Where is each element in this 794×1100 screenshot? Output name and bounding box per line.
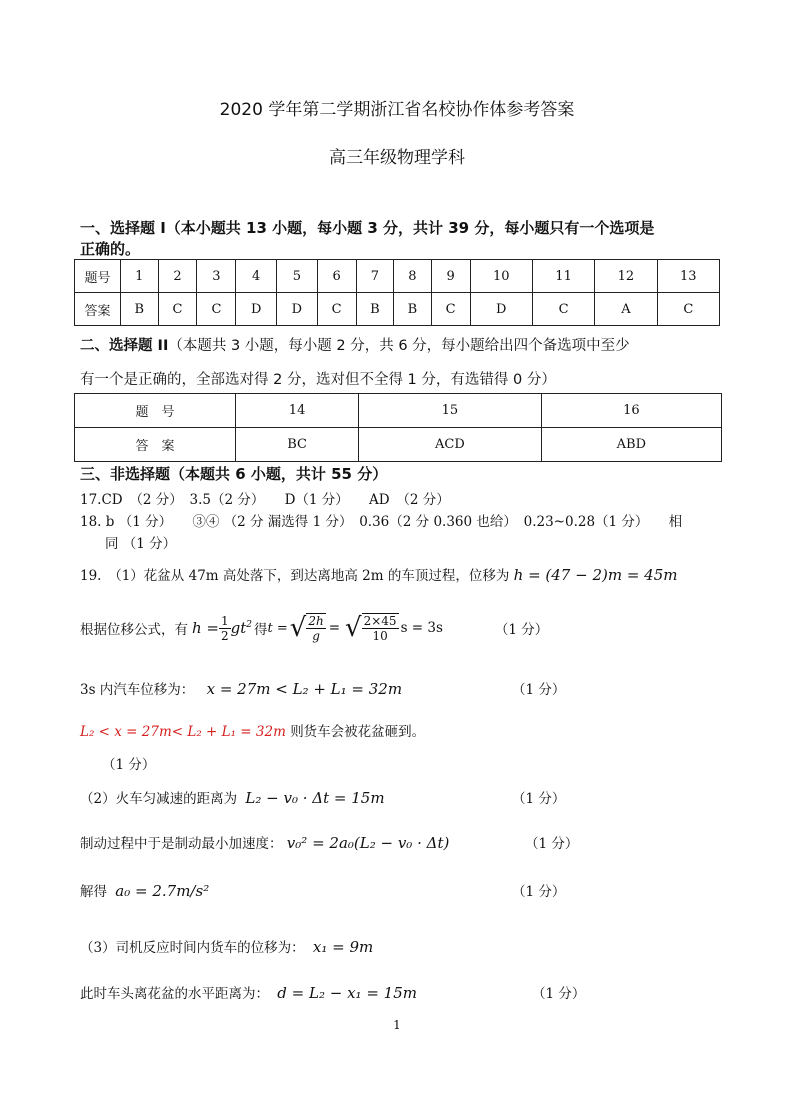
section2-heading-bold: 二、选择题 II bbox=[80, 338, 169, 354]
table-cell: A bbox=[595, 293, 657, 326]
q18-answer-line1: 18. b （1 分） ③④ （2 分 漏选得 1 分） 0.36（2 分 0.360 也给） 0.23~0.28（1 分） 相 bbox=[80, 514, 683, 530]
table-cell: 9 bbox=[431, 260, 470, 293]
q17-answer: 17.CD （2 分） 3.5（2 分） D（1 分） AD （2 分） bbox=[80, 492, 450, 508]
q19-line5-formula: L₂ − v₀ · Δt = 15m bbox=[245, 789, 385, 807]
table-row bbox=[75, 260, 720, 293]
table-cell: B bbox=[121, 293, 159, 326]
table-cell: 6 bbox=[317, 260, 356, 293]
table-row bbox=[75, 293, 720, 326]
q19-line2-mid: 得 bbox=[254, 622, 268, 638]
q19-line7-formula: a₀ = 2.7m/s² bbox=[115, 882, 210, 900]
section3-heading: 三、非选择题（本题共 6 小题，共计 55 分） bbox=[80, 465, 388, 483]
table-cell: D bbox=[470, 293, 532, 326]
q19-line9-formula: d = L₂ − x₁ = 15m bbox=[277, 984, 417, 1002]
q19-line4-red-formula: L₂ < x = 27m< L₂ + L₁ = 32m bbox=[80, 724, 286, 740]
q19-line1-formula: h = (47 − 2)m = 45m bbox=[513, 566, 678, 584]
q19-line6-text: 制动过程中于是制动最小加速度： bbox=[80, 836, 283, 852]
table-cell: C bbox=[158, 293, 197, 326]
page-title: 2020 学年第二学期浙江省名校协作体参考答案 bbox=[219, 100, 575, 120]
sqrt-sign: √ bbox=[289, 613, 307, 643]
q19-line7-score: （1 分） bbox=[512, 884, 566, 900]
q19-line3 bbox=[80, 678, 566, 698]
table-cell: 4 bbox=[236, 260, 277, 293]
table-cell: 1 bbox=[121, 260, 159, 293]
q19-line6 bbox=[80, 832, 579, 852]
fraction-one-half: $\frac{1}{2}$ bbox=[221, 613, 229, 643]
page-number: 1 bbox=[393, 1018, 401, 1032]
q19-line5-score: （1 分） bbox=[512, 791, 566, 807]
table-cell: B bbox=[394, 293, 432, 326]
q19-line4-score: （1 分） bbox=[102, 757, 156, 773]
q19-line9-score: （1 分） bbox=[532, 986, 586, 1002]
sqrt-sign: √ bbox=[345, 613, 362, 643]
table-cell: 11 bbox=[532, 260, 594, 293]
q19-line9-text: 此时车头离花盆的水平距离为： bbox=[80, 986, 269, 1002]
table-cell: 5 bbox=[277, 260, 318, 293]
section1-answer-table bbox=[74, 259, 720, 326]
q18-answer-line2: 同 （1 分） bbox=[105, 536, 177, 552]
formula-t-equals: t = bbox=[267, 620, 288, 636]
table-cell: C bbox=[431, 293, 470, 326]
table-cell: 13 bbox=[657, 260, 719, 293]
table-cell: ACD bbox=[359, 428, 542, 462]
table-cell: 7 bbox=[356, 260, 394, 293]
fraction-2x45-over-10: $\frac{2\times 45}{10}$ bbox=[363, 614, 397, 643]
q19-line6-score: （1 分） bbox=[525, 836, 579, 852]
table-cell: 12 bbox=[595, 260, 657, 293]
q19-line9 bbox=[80, 982, 586, 1002]
section1-heading-line1: 一、选择题 I（本小题共 13 小题，每小题 3 分，共计 39 分，每小题只有一个选项是 bbox=[80, 219, 655, 237]
formula-displacement: h = bbox=[192, 619, 219, 637]
table-row bbox=[75, 428, 722, 462]
q19-line6-formula: v₀² = 2a₀(L₂ − v₀ · Δt) bbox=[286, 834, 450, 852]
q19-line8 bbox=[80, 936, 373, 956]
table-cell: 15 bbox=[359, 394, 542, 428]
table-cell: 14 bbox=[236, 394, 359, 428]
q19-line4 bbox=[80, 720, 425, 740]
table-cell: 10 bbox=[470, 260, 532, 293]
q19-line5-text: （2）火车匀减速的距离为 bbox=[80, 791, 238, 807]
table-cell: D bbox=[277, 293, 318, 326]
section2-heading-line1 bbox=[80, 334, 630, 355]
q19-line2 bbox=[80, 608, 548, 648]
table-cell: B bbox=[356, 293, 394, 326]
section2-heading-rest: （本题共 3 小题，每小题 2 分，共 6 分，每小题给出四个备选项中至少 bbox=[168, 338, 630, 354]
table-cell: BC bbox=[236, 428, 359, 462]
formula-result-3s: s = 3s bbox=[400, 620, 443, 636]
table-cell: 16 bbox=[541, 394, 721, 428]
table-cell: 3 bbox=[197, 260, 236, 293]
row-label-question: 题号 bbox=[75, 260, 121, 293]
equals-sign: = bbox=[328, 620, 341, 636]
formula-gt-squared: $gt^2$ bbox=[230, 619, 253, 637]
table-cell: C bbox=[197, 293, 236, 326]
q19-line7-text: 解得 bbox=[80, 884, 107, 900]
table-cell: 2 bbox=[158, 260, 197, 293]
table-cell: 8 bbox=[394, 260, 432, 293]
table-cell: D bbox=[236, 293, 277, 326]
q19-line8-formula: x₁ = 9m bbox=[312, 938, 374, 956]
table-cell: C bbox=[657, 293, 719, 326]
row-label-answer: 答 案 bbox=[75, 428, 236, 462]
section1-heading-line2: 正确的。 bbox=[80, 240, 141, 258]
q19-line1 bbox=[80, 564, 677, 584]
q19-line1-text: 19. （1）花盆从 47m 高处落下，到达离地高 2m 的车顶过程，位移为 bbox=[80, 568, 510, 584]
table-cell: ABD bbox=[541, 428, 721, 462]
section2-heading-line2: 有一个是正确的，全部选对得 2 分，选对但不全得 1 分，有选错得 0 分） bbox=[80, 372, 556, 388]
q19-line8-text: （3）司机反应时间内货车的位移为： bbox=[80, 940, 305, 956]
page-subtitle: 高三年级物理学科 bbox=[329, 148, 465, 168]
q19-line4-text: 则货车会被花盆砸到。 bbox=[290, 724, 426, 740]
table-row bbox=[75, 394, 722, 428]
q19-line2-score: （1 分） bbox=[494, 622, 549, 638]
table-cell: C bbox=[317, 293, 356, 326]
q19-line2-text: 根据位移公式，有 bbox=[80, 622, 188, 638]
q19-line3-formula: x = 27m < L₂ + L₁ = 32m bbox=[206, 680, 403, 698]
row-label-question: 题 号 bbox=[75, 394, 236, 428]
section2-answer-table bbox=[74, 393, 722, 462]
fraction-2h-over-g: $\frac{2h}{g}$ bbox=[308, 614, 324, 643]
q19-line7 bbox=[80, 880, 566, 900]
q19-line5 bbox=[80, 787, 566, 807]
q19-line3-score: （1 分） bbox=[512, 682, 566, 698]
table-cell: C bbox=[532, 293, 594, 326]
row-label-answer: 答案 bbox=[75, 293, 121, 326]
q19-line3-text: 3s 内汽车位移为： bbox=[80, 682, 195, 698]
